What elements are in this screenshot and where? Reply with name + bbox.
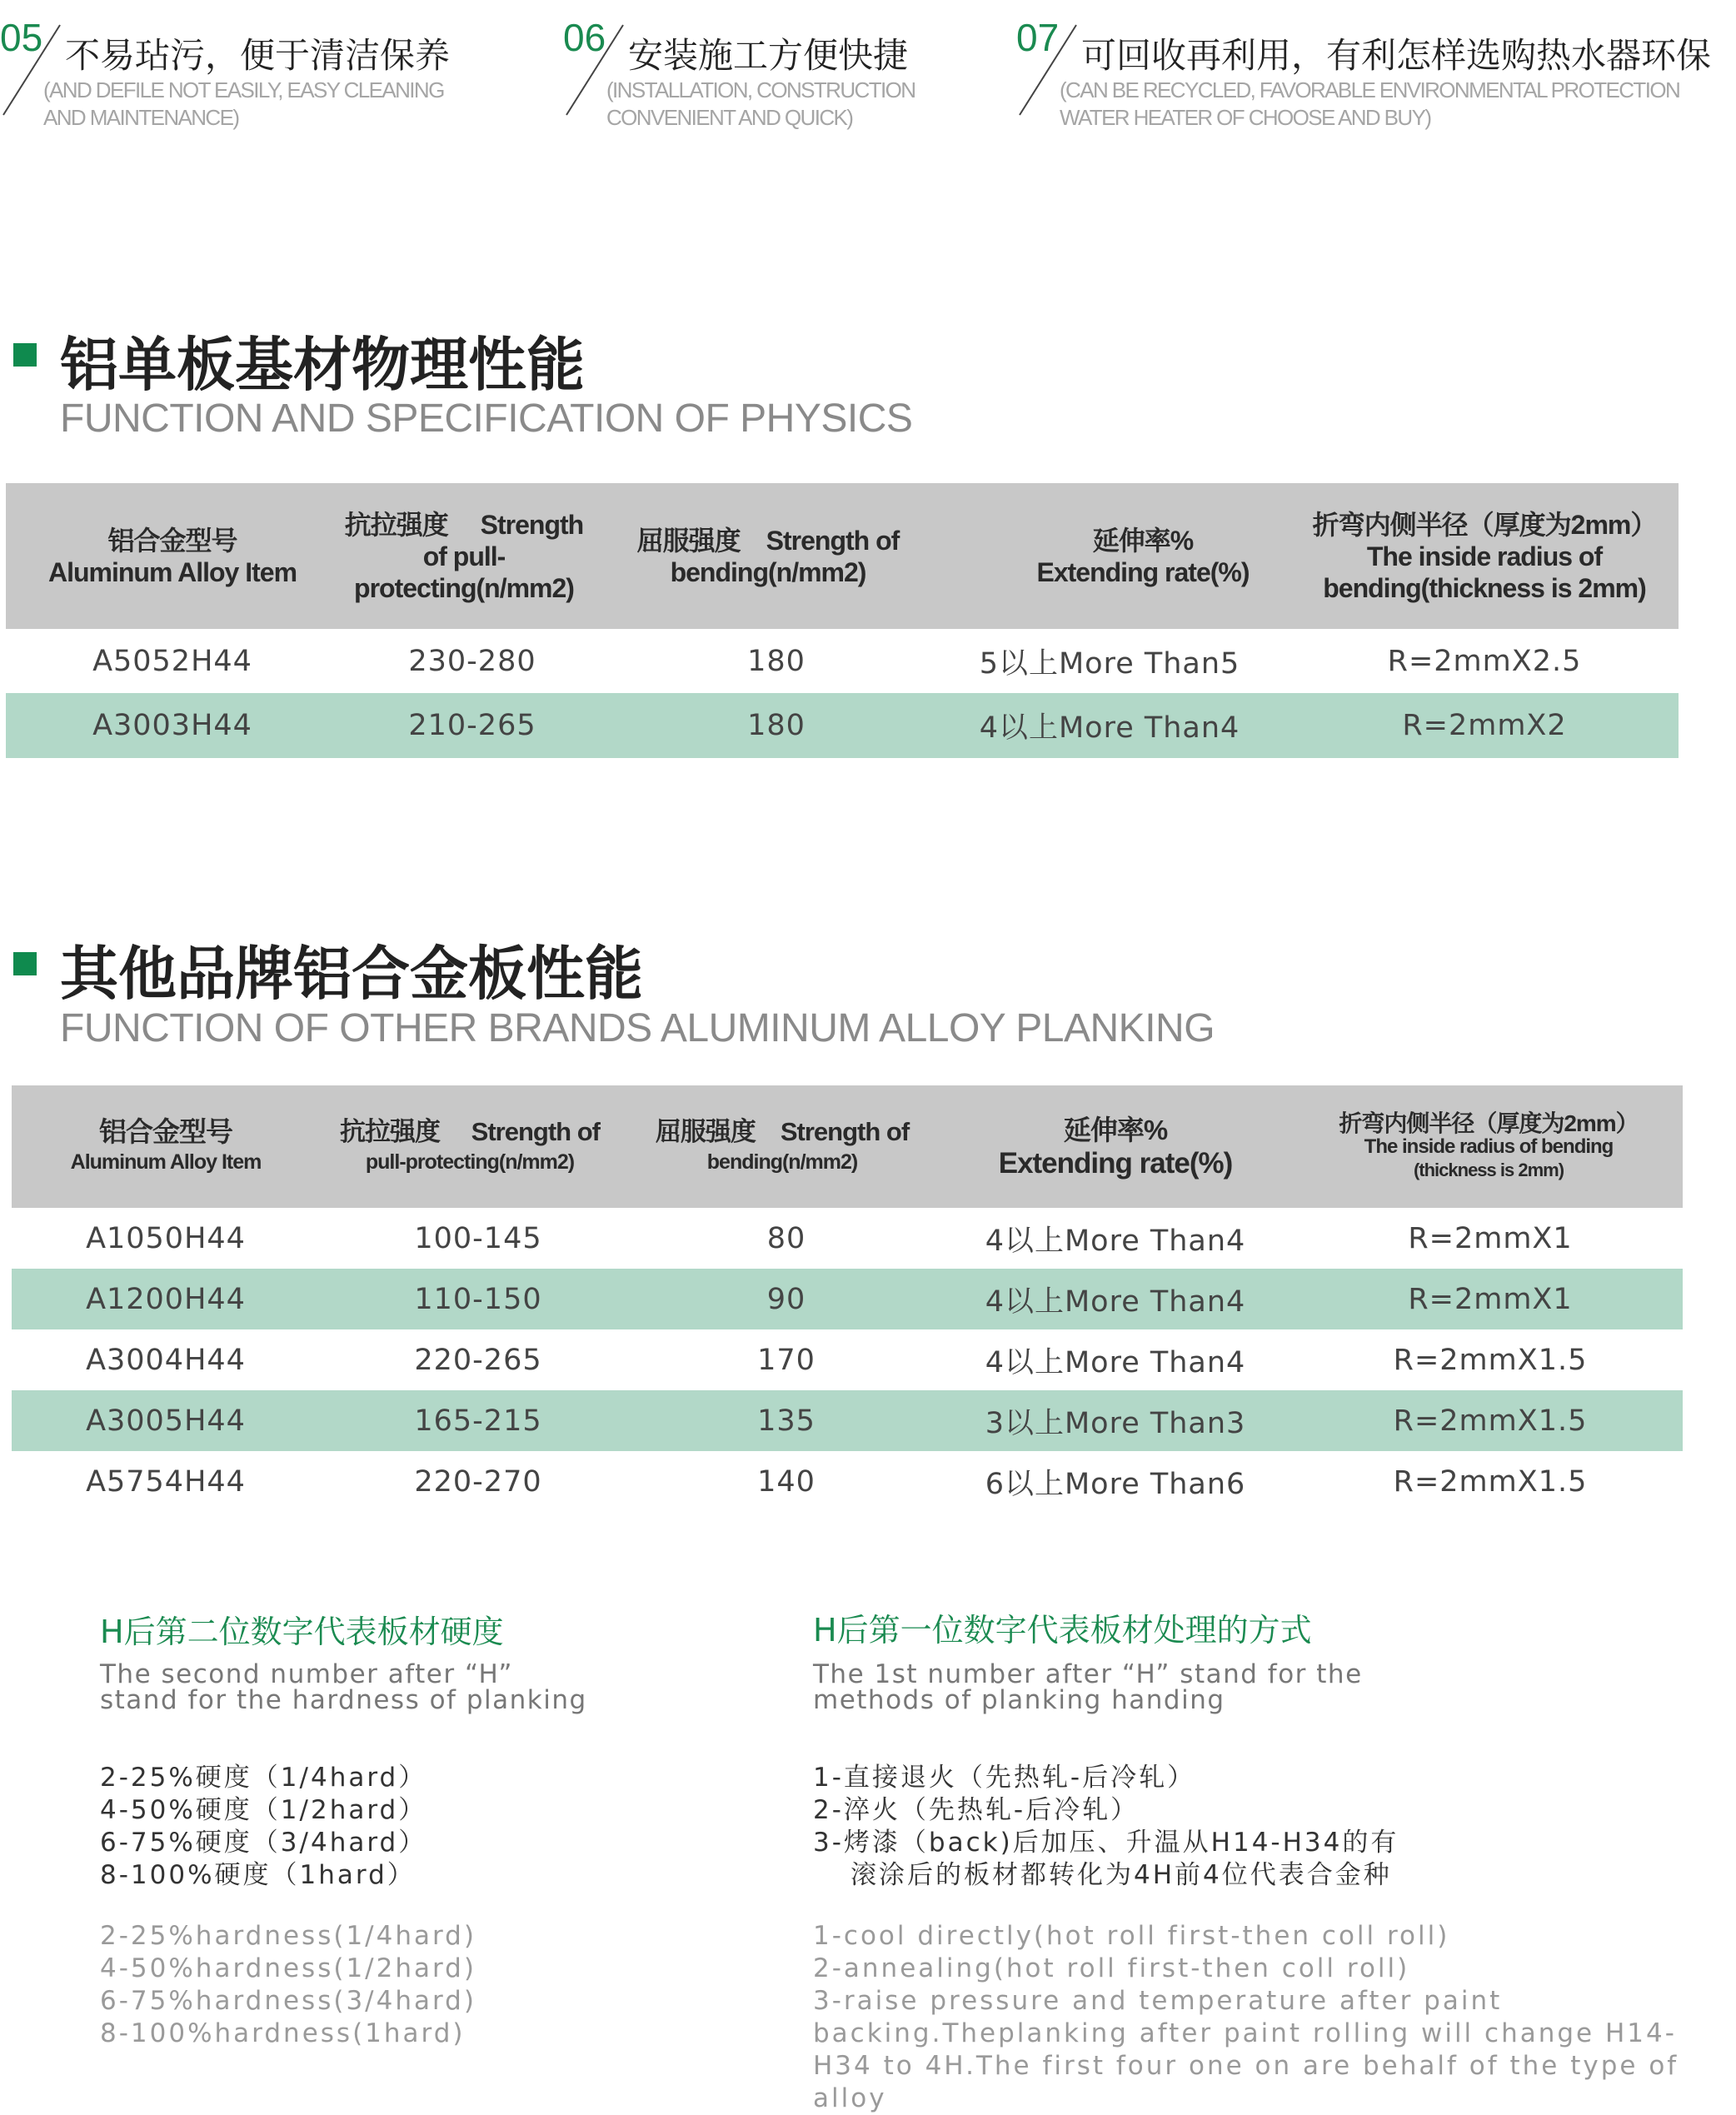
feature-subtitle: (CAN BE RECYCLED, FAVORABLE ENVIRONMENTAL PROTECTION WATER HEATER OF CHOOSE AND BUY) (1060, 77, 1680, 130)
table-header (6, 483, 1679, 629)
note-right-title: H后第一位数字代表板材处理的方式 (813, 1612, 1312, 1649)
list-item: 6-75%硬度（3/4hard） (100, 1828, 427, 1858)
feature-number: 06 (563, 16, 606, 59)
list-item: 2-25%硬度（1/4hard） (100, 1763, 427, 1793)
list-item: 1-直接退火（先热轧-后冷轧） (813, 1763, 1196, 1793)
list-item: 3-raise pressure and temperature after paint (813, 1986, 1503, 2016)
list-item: 1-cool directly(hot roll first-then coll roll) (813, 1921, 1450, 1951)
note-right-en-list (813, 1920, 1679, 2115)
section1-title-cn: 铝单板基材物理性能 (60, 331, 585, 399)
list-item: alloy (813, 2083, 887, 2113)
list-item: backing.Theplanking after paint rolling will change H14- (813, 2018, 1677, 2048)
header-bending-radius: 折弯内侧半径（厚度为2mm） The inside radius of bending(thickness is 2mm) (1312, 509, 1657, 603)
feature-number: 05 (0, 16, 43, 59)
note-left-subtitle: The second number after “H” stand for the hardness of planking (100, 1659, 587, 1715)
header-tensile-strength: 抗拉强度 Strength of pull-protecting(n/mm2) (340, 1116, 600, 1174)
section-marker (13, 952, 37, 975)
table-row: A5754H44 220-270 140 6以上More Than6 R=2mmX1.5 (86, 1464, 1588, 1501)
list-item: 滚涂后的板材都转化为4H前4位代表合金种 (851, 1860, 1392, 1890)
feature-number: 07 (1016, 16, 1060, 59)
list-item: 8-100%硬度（1hard） (100, 1860, 416, 1890)
feature-subtitle: (INSTALLATION, CONSTRUCTION CONVENIENT AND QUICK) (606, 77, 915, 130)
list-item: 4-50%硬度（1/2hard） (100, 1795, 427, 1825)
table-header (12, 1085, 1683, 1208)
feature-title: 安装施工方便快捷 (628, 35, 909, 76)
list-item: 6-75%hardness(3/4hard) (100, 1986, 476, 2016)
table-row: A1050H44 100-145 80 4以上More Than4 R=2mmX1 (86, 1221, 1573, 1258)
table-row: A3004H44 220-265 170 4以上More Than4 R=2mmX1.5 (86, 1343, 1588, 1379)
table-row: A3003H44 210-265 180 4以上More Than4 R=2mmX2 (6, 693, 1679, 758)
note-right-cn-list (813, 1762, 1399, 1892)
table-row: A1200H44 110-150 90 4以上More Than4 R=2mmX1 (12, 1269, 1683, 1329)
section2-title-en: FUNCTION OF OTHER BRANDS ALUMINUM ALLOY PLANKING (60, 1006, 1215, 1050)
feature-subtitle: (AND DEFILE NOT EASILY, EASY CLEANING AND MAINTENANCE) (43, 77, 444, 130)
section-marker (13, 343, 37, 367)
header-yield-strength: 屈服强度 Strength of bending(n/mm2) (655, 1116, 910, 1174)
header-alloy-item: 铝合金型号 Aluminum Alloy Item (47, 525, 297, 587)
note-left-cn-list (100, 1762, 427, 1892)
header-extending-rate: 延伸率% Extending rate(%) (1036, 525, 1250, 587)
header-extending-rate: 延伸率% Extending rate(%) (998, 1114, 1233, 1180)
section1-title-en: FUNCTION AND SPECIFICATION OF PHYSICS (60, 397, 913, 441)
table-row: A5052H44 230-280 180 5以上More Than5 R=2mmX2.5 (92, 644, 1582, 681)
list-item: 2-淬火（先热轧-后冷轧） (813, 1795, 1140, 1825)
header-alloy-item: 铝合金型号 Aluminum Alloy Item (70, 1115, 262, 1174)
note-left-en-list (100, 1920, 476, 2050)
table-row: A3005H44 165-215 135 3以上More Than3 R=2mmX1.5 (12, 1390, 1683, 1451)
feature-07 (1016, 0, 1736, 142)
header-bending-radius: 折弯内侧半径（厚度为2mm） The inside radius of bending (thickness is 2mm) (1339, 1110, 1639, 1180)
feature-title: 可回收再利用，有利怎样选购热水器环保 (1081, 35, 1712, 76)
section2-title-cn: 其他品牌铝合金板性能 (60, 940, 643, 1008)
note-right-subtitle: The 1st number after “H” stand for the methods of planking handing (813, 1659, 1363, 1715)
header-yield-strength: 屈服强度 Strength of bending(n/mm2) (636, 525, 900, 587)
other-brands-table (12, 1085, 1683, 1501)
feature-05 (0, 0, 550, 142)
header-tensile-strength: 抗拉强度 Strength of pull- protecting(n/mm2) (344, 509, 584, 603)
list-item: 4-50%hardness(1/2hard) (100, 1953, 476, 1983)
note-left-title: H后第二位数字代表板材硬度 (100, 1614, 504, 1650)
list-item: 3-烤漆（back)后加压、升温从H14-H34的有 (813, 1828, 1399, 1858)
list-item: 2-annealing(hot roll first-then coll roll) (813, 1953, 1410, 1983)
list-item: 8-100%hardness(1hard) (100, 2018, 466, 2048)
list-item: H34 to 4H.The first four one on are behalf of the type of (813, 2051, 1679, 2081)
feature-title: 不易玷污，便于清洁保养 (65, 35, 451, 76)
list-item: 2-25%hardness(1/4hard) (100, 1921, 476, 1951)
physics-table (6, 483, 1679, 758)
